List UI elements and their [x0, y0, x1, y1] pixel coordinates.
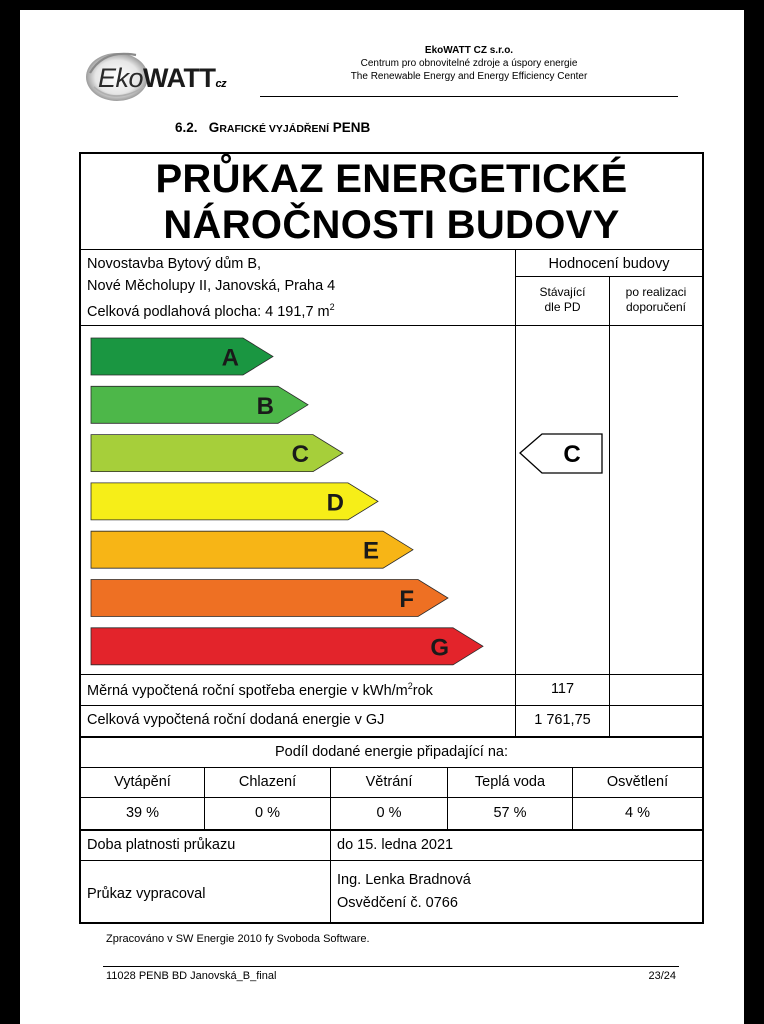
- energy-class-bar-a: [91, 338, 273, 375]
- energy-class-letter-b: B: [256, 392, 274, 420]
- section-number: 6.2.: [175, 120, 198, 135]
- prepared-by-name: Ing. Lenka Bradnová: [337, 872, 471, 888]
- share-label-ventilation: Větrání: [365, 774, 413, 790]
- current-rating-letter: C: [563, 441, 581, 468]
- logo-wordmark: [98, 63, 226, 94]
- energy-class-letter-e: E: [362, 537, 379, 565]
- specific-consumption-text: Měrná vypočtená roční spotřeba energie v kWh/m: [87, 682, 408, 699]
- after-col-line2: doporučení: [625, 300, 687, 314]
- logo-watt: WATT: [143, 63, 216, 93]
- energy-class-bar-g: [91, 628, 483, 665]
- section-title-first: G: [208, 120, 220, 135]
- company-info: [260, 44, 678, 83]
- floor-area: [87, 302, 335, 320]
- ekowatt-logo: [84, 43, 234, 103]
- energy-class-letter-a: A: [221, 344, 239, 372]
- section-title-end: PENB: [332, 120, 371, 135]
- energy-class-letter-c: C: [291, 441, 309, 469]
- logo-cz: cz: [215, 78, 227, 90]
- prepared-by-certificate: Osvědčení č. 0766: [337, 895, 458, 911]
- floor-area-label: Celková podlahová plocha: 4 191,7 m: [87, 303, 330, 320]
- specific-consumption-sup: 2: [407, 681, 413, 691]
- current-rating-indicator: [516, 430, 608, 478]
- rating-subcolumn-divider: [609, 276, 610, 737]
- rule-above-validity: [81, 829, 702, 831]
- footer-rule: [103, 966, 679, 967]
- header-rule: [260, 96, 678, 97]
- share-value-heating: 39 %: [125, 805, 160, 821]
- rule-under-share-heading: [81, 767, 702, 768]
- title-line-1: PRŮKAZ ENERGETICKÉ: [155, 157, 628, 201]
- after-column-header: [610, 285, 702, 315]
- share-label-hot-water: Teplá voda: [474, 774, 546, 790]
- rule-under-title: [81, 249, 702, 250]
- current-col-line2: dle PD: [544, 300, 581, 314]
- validity-divider: [330, 830, 331, 922]
- rule-under-share-labels: [81, 797, 702, 798]
- after-col-line1: po realizaci: [625, 285, 687, 299]
- prepared-by-label: Průkaz vypracoval: [87, 886, 206, 902]
- rating-column-divider: [515, 249, 516, 737]
- company-line-en: The Renewable Energy and Energy Efficiency Center: [350, 71, 588, 82]
- energy-class-bar-f: [91, 580, 448, 617]
- footer-document-id: 11028 PENB BD Janovská_B_final: [106, 970, 277, 982]
- total-energy-label: Celková vypočtená roční dodaná energie v GJ: [87, 712, 385, 728]
- current-column-header: [516, 285, 609, 315]
- current-rating-arrow: [520, 434, 602, 473]
- share-label-cooling: Chlazení: [238, 774, 297, 790]
- share-value-cooling: 0 %: [255, 805, 280, 821]
- current-col-line1: Stávající: [539, 285, 586, 299]
- specific-consumption-value: 117: [550, 681, 575, 697]
- rating-header: Hodnocení budovy: [548, 256, 670, 272]
- floor-area-sup: 2: [329, 302, 335, 312]
- software-footnote: Zpracováno v SW Energie 2010 fy Svoboda Software.: [106, 933, 370, 945]
- specific-consumption-tail: rok: [412, 682, 433, 699]
- validity-label: Doba platnosti průkazu: [87, 837, 236, 853]
- title-line-2: NÁROČNOSTI BUDOVY: [163, 203, 620, 247]
- rule-above-prepared-by: [81, 860, 702, 861]
- share-value-hot-water: 57 %: [493, 805, 527, 821]
- company-name: EkoWATT CZ s.r.o.: [424, 45, 514, 56]
- validity-value: do 15. ledna 2021: [337, 837, 454, 853]
- energy-class-bar-b: [91, 386, 308, 423]
- footer-page-number: 23/24: [648, 970, 676, 982]
- energy-class-letter-f: F: [399, 586, 414, 613]
- share-heading: Podíl dodané energie připadající na:: [275, 744, 508, 760]
- share-label-lighting: Osvětlení: [606, 774, 669, 790]
- total-energy-value: 1 761,75: [534, 712, 591, 728]
- energy-class-letter-d: D: [326, 489, 344, 517]
- energy-class-letter-g: G: [430, 634, 449, 662]
- building-name: Novostavba Bytový dům B,: [87, 256, 262, 272]
- energy-class-scale: [82, 328, 514, 672]
- company-line-cz: Centrum pro obnovitelné zdroje a úspory energie: [360, 58, 578, 69]
- specific-consumption-label: [87, 681, 433, 699]
- share-label-heating: Vytápění: [114, 774, 171, 790]
- section-heading: [175, 120, 370, 135]
- logo-eko: Eko: [98, 63, 144, 93]
- share-value-lighting: 4 %: [625, 805, 650, 821]
- certificate-title: [79, 156, 704, 248]
- building-address: Nové Měcholupy II, Janovská, Praha 4: [87, 278, 336, 294]
- section-title-rest: RAFICKÉ VYJÁDŘENÍ: [219, 123, 329, 135]
- share-value-ventilation: 0 %: [376, 805, 402, 821]
